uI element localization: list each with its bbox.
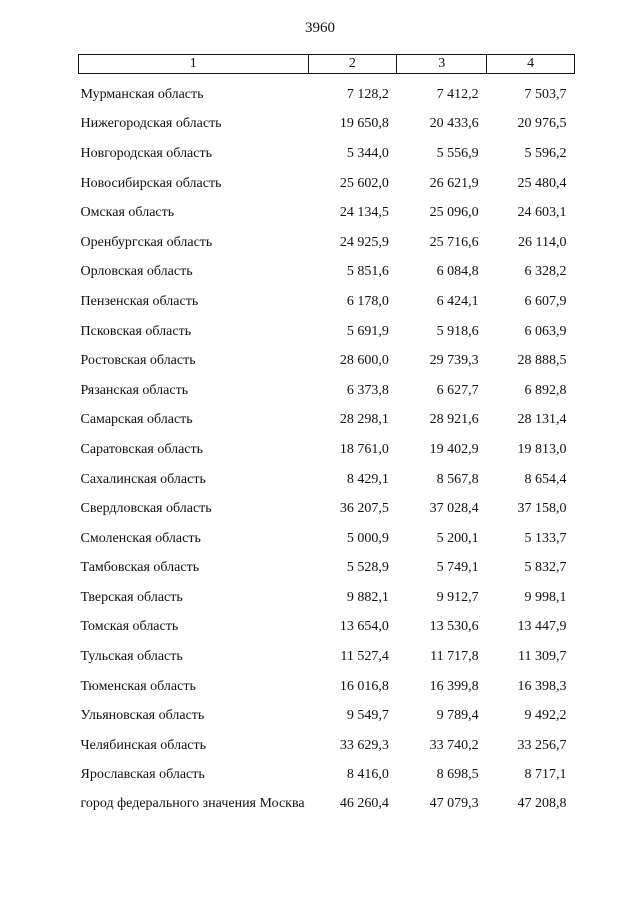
value-cell-col3: 11 717,8 [430, 649, 479, 665]
value-cell-col2: 5 851,6 [346, 264, 389, 280]
value-cell-col3: 9 912,7 [436, 589, 479, 605]
value-cell-col2: 5 344,0 [346, 145, 389, 161]
table-row [79, 376, 575, 406]
value-cell-col4: 9 492,2 [524, 708, 567, 724]
region-name-cell: Пензенская область [80, 293, 199, 309]
column-header-3: 3 [397, 55, 487, 74]
region-name-cell: Сахалинская область [80, 471, 206, 487]
value-cell-col4: 33 256,7 [517, 737, 567, 753]
region-name-cell: Нижегородская область [80, 116, 222, 132]
value-cell-col3: 26 621,9 [429, 175, 479, 191]
value-cell-col4: 13 447,9 [517, 619, 567, 635]
table-row [79, 524, 575, 554]
value-cell-col2: 8 429,1 [346, 471, 389, 487]
value-cell-col4: 6 607,9 [524, 293, 567, 309]
value-cell-col2: 36 207,5 [339, 501, 389, 517]
table-row [79, 317, 575, 347]
region-name-cell: Тверская область [80, 589, 183, 605]
value-cell-col3: 5 200,1 [436, 530, 479, 546]
data-table [78, 54, 575, 812]
table-row [79, 554, 575, 584]
table-row [79, 435, 575, 465]
value-cell-col3: 8 567,8 [436, 471, 479, 487]
value-cell-col3: 5 749,1 [436, 560, 479, 576]
table-row [79, 672, 575, 702]
region-name-cell: Ростовская область [80, 353, 196, 369]
region-name-cell: Смоленская область [80, 530, 201, 546]
value-cell-col4: 19 813,0 [517, 441, 567, 457]
value-cell-col4: 16 398,3 [517, 678, 567, 694]
value-cell-col2: 19 650,8 [339, 116, 389, 132]
value-cell-col4: 20 976,5 [517, 116, 567, 132]
value-cell-col3: 28 921,6 [429, 412, 479, 428]
table-row [79, 258, 575, 288]
value-cell-col3: 37 028,4 [429, 501, 479, 517]
value-cell-col2: 46 260,4 [339, 796, 389, 812]
value-cell-col3: 29 739,3 [429, 353, 479, 369]
value-cell-col4: 8 654,4 [524, 471, 567, 487]
region-name-cell: Саратовская область [80, 441, 204, 457]
value-cell-col2: 24 134,5 [339, 205, 389, 221]
value-cell-col4: 28 888,5 [517, 353, 567, 369]
value-cell-col4: 9 998,1 [524, 589, 567, 605]
region-name-cell: Челябинская область [80, 737, 206, 753]
value-cell-col2: 8 416,0 [346, 767, 389, 783]
value-cell-col4: 25 480,4 [517, 175, 567, 191]
region-name-cell: город федерального значения Москва [80, 796, 305, 812]
page-number: 3960 [305, 20, 335, 36]
column-header-4: 4 [487, 55, 575, 74]
value-cell-col3: 13 530,6 [429, 619, 479, 635]
region-name-cell: Ульяновская область [80, 708, 205, 724]
table-row [79, 228, 575, 258]
region-name-cell: Ярославская область [80, 767, 205, 783]
table-row [79, 583, 575, 613]
value-cell-col2: 5 000,9 [346, 530, 389, 546]
table-row [79, 465, 575, 495]
region-name-cell: Орловская область [80, 264, 193, 280]
value-cell-col2: 28 298,1 [339, 412, 389, 428]
value-cell-col3: 33 740,2 [429, 737, 479, 753]
value-cell-col2: 24 925,9 [339, 234, 389, 250]
table-row [79, 198, 575, 228]
region-name-cell: Томская область [80, 619, 179, 635]
value-cell-col2: 7 128,2 [346, 86, 389, 102]
value-cell-col4: 6 063,9 [524, 323, 567, 339]
value-cell-col2: 6 178,0 [346, 293, 389, 309]
table-row [79, 790, 575, 812]
column-header-1: 1 [79, 55, 309, 74]
region-name-cell: Новгородская область [80, 145, 212, 161]
value-cell-col4: 7 503,7 [524, 86, 567, 102]
value-cell-col3: 8 698,5 [436, 767, 479, 783]
table-row [79, 406, 575, 436]
header-row [79, 55, 575, 74]
value-cell-col4: 5 832,7 [524, 560, 567, 576]
table-row [79, 139, 575, 169]
table-row [79, 613, 575, 643]
region-name-cell: Тамбовская область [80, 560, 200, 576]
region-name-cell: Псковская область [80, 323, 192, 339]
value-cell-col2: 5 691,9 [346, 323, 389, 339]
value-cell-col3: 19 402,9 [429, 441, 479, 457]
value-cell-col2: 6 373,8 [346, 382, 389, 398]
table-row [79, 169, 575, 199]
table-row [79, 346, 575, 376]
region-name-cell: Самарская область [80, 412, 193, 428]
value-cell-col3: 20 433,6 [429, 116, 479, 132]
value-cell-col3: 25 096,0 [429, 205, 479, 221]
value-cell-col2: 33 629,3 [339, 737, 389, 753]
value-cell-col4: 26 114,0 [518, 234, 567, 250]
table-row [79, 494, 575, 524]
value-cell-col3: 9 789,4 [436, 708, 479, 724]
value-cell-col4: 5 133,7 [524, 530, 567, 546]
region-name-cell: Мурманская область [80, 86, 204, 102]
value-cell-col2: 13 654,0 [339, 619, 389, 635]
table-row [79, 287, 575, 317]
value-cell-col2: 9 549,7 [346, 708, 389, 724]
column-header-2: 2 [308, 55, 397, 74]
region-name-cell: Тульская область [80, 649, 183, 665]
value-cell-col4: 24 603,1 [517, 205, 567, 221]
value-cell-col3: 5 918,6 [436, 323, 479, 339]
value-cell-col4: 28 131,4 [517, 412, 567, 428]
value-cell-col3: 6 627,7 [436, 382, 479, 398]
table-row [79, 110, 575, 140]
table-row [79, 642, 575, 672]
region-name-cell: Тюменская область [80, 678, 196, 694]
value-cell-col3: 6 424,1 [436, 293, 479, 309]
value-cell-col2: 28 600,0 [339, 353, 389, 369]
table-body [79, 74, 575, 813]
value-cell-col4: 6 892,8 [524, 382, 567, 398]
table-header [79, 55, 575, 74]
table-row [79, 74, 575, 110]
value-cell-col4: 6 328,2 [524, 264, 567, 280]
value-cell-col2: 25 602,0 [339, 175, 389, 191]
value-cell-col4: 11 309,7 [518, 649, 567, 665]
table-row [79, 701, 575, 731]
value-cell-col4: 47 208,8 [517, 796, 567, 812]
region-name-cell: Новосибирская область [80, 175, 222, 191]
value-cell-col3: 25 716,6 [429, 234, 479, 250]
region-name-cell: Оренбургская область [80, 234, 213, 250]
value-cell-col2: 18 761,0 [339, 441, 389, 457]
value-cell-col4: 37 158,0 [517, 501, 567, 517]
value-cell-col3: 16 399,8 [429, 678, 479, 694]
value-cell-col3: 7 412,2 [436, 86, 479, 102]
value-cell-col2: 5 528,9 [346, 560, 389, 576]
region-name-cell: Омская область [80, 205, 175, 221]
value-cell-col2: 16 016,8 [339, 678, 389, 694]
value-cell-col4: 5 596,2 [524, 145, 567, 161]
value-cell-col2: 9 882,1 [346, 589, 389, 605]
value-cell-col4: 8 717,1 [524, 767, 567, 783]
table-row [79, 731, 575, 761]
value-cell-col2: 11 527,4 [340, 649, 389, 665]
value-cell-col3: 47 079,3 [429, 796, 479, 812]
value-cell-col3: 5 556,9 [436, 145, 479, 161]
region-name-cell: Рязанская область [80, 382, 189, 398]
value-cell-col3: 6 084,8 [436, 264, 479, 280]
region-name-cell: Свердловская область [80, 501, 212, 517]
table-row [79, 761, 575, 791]
